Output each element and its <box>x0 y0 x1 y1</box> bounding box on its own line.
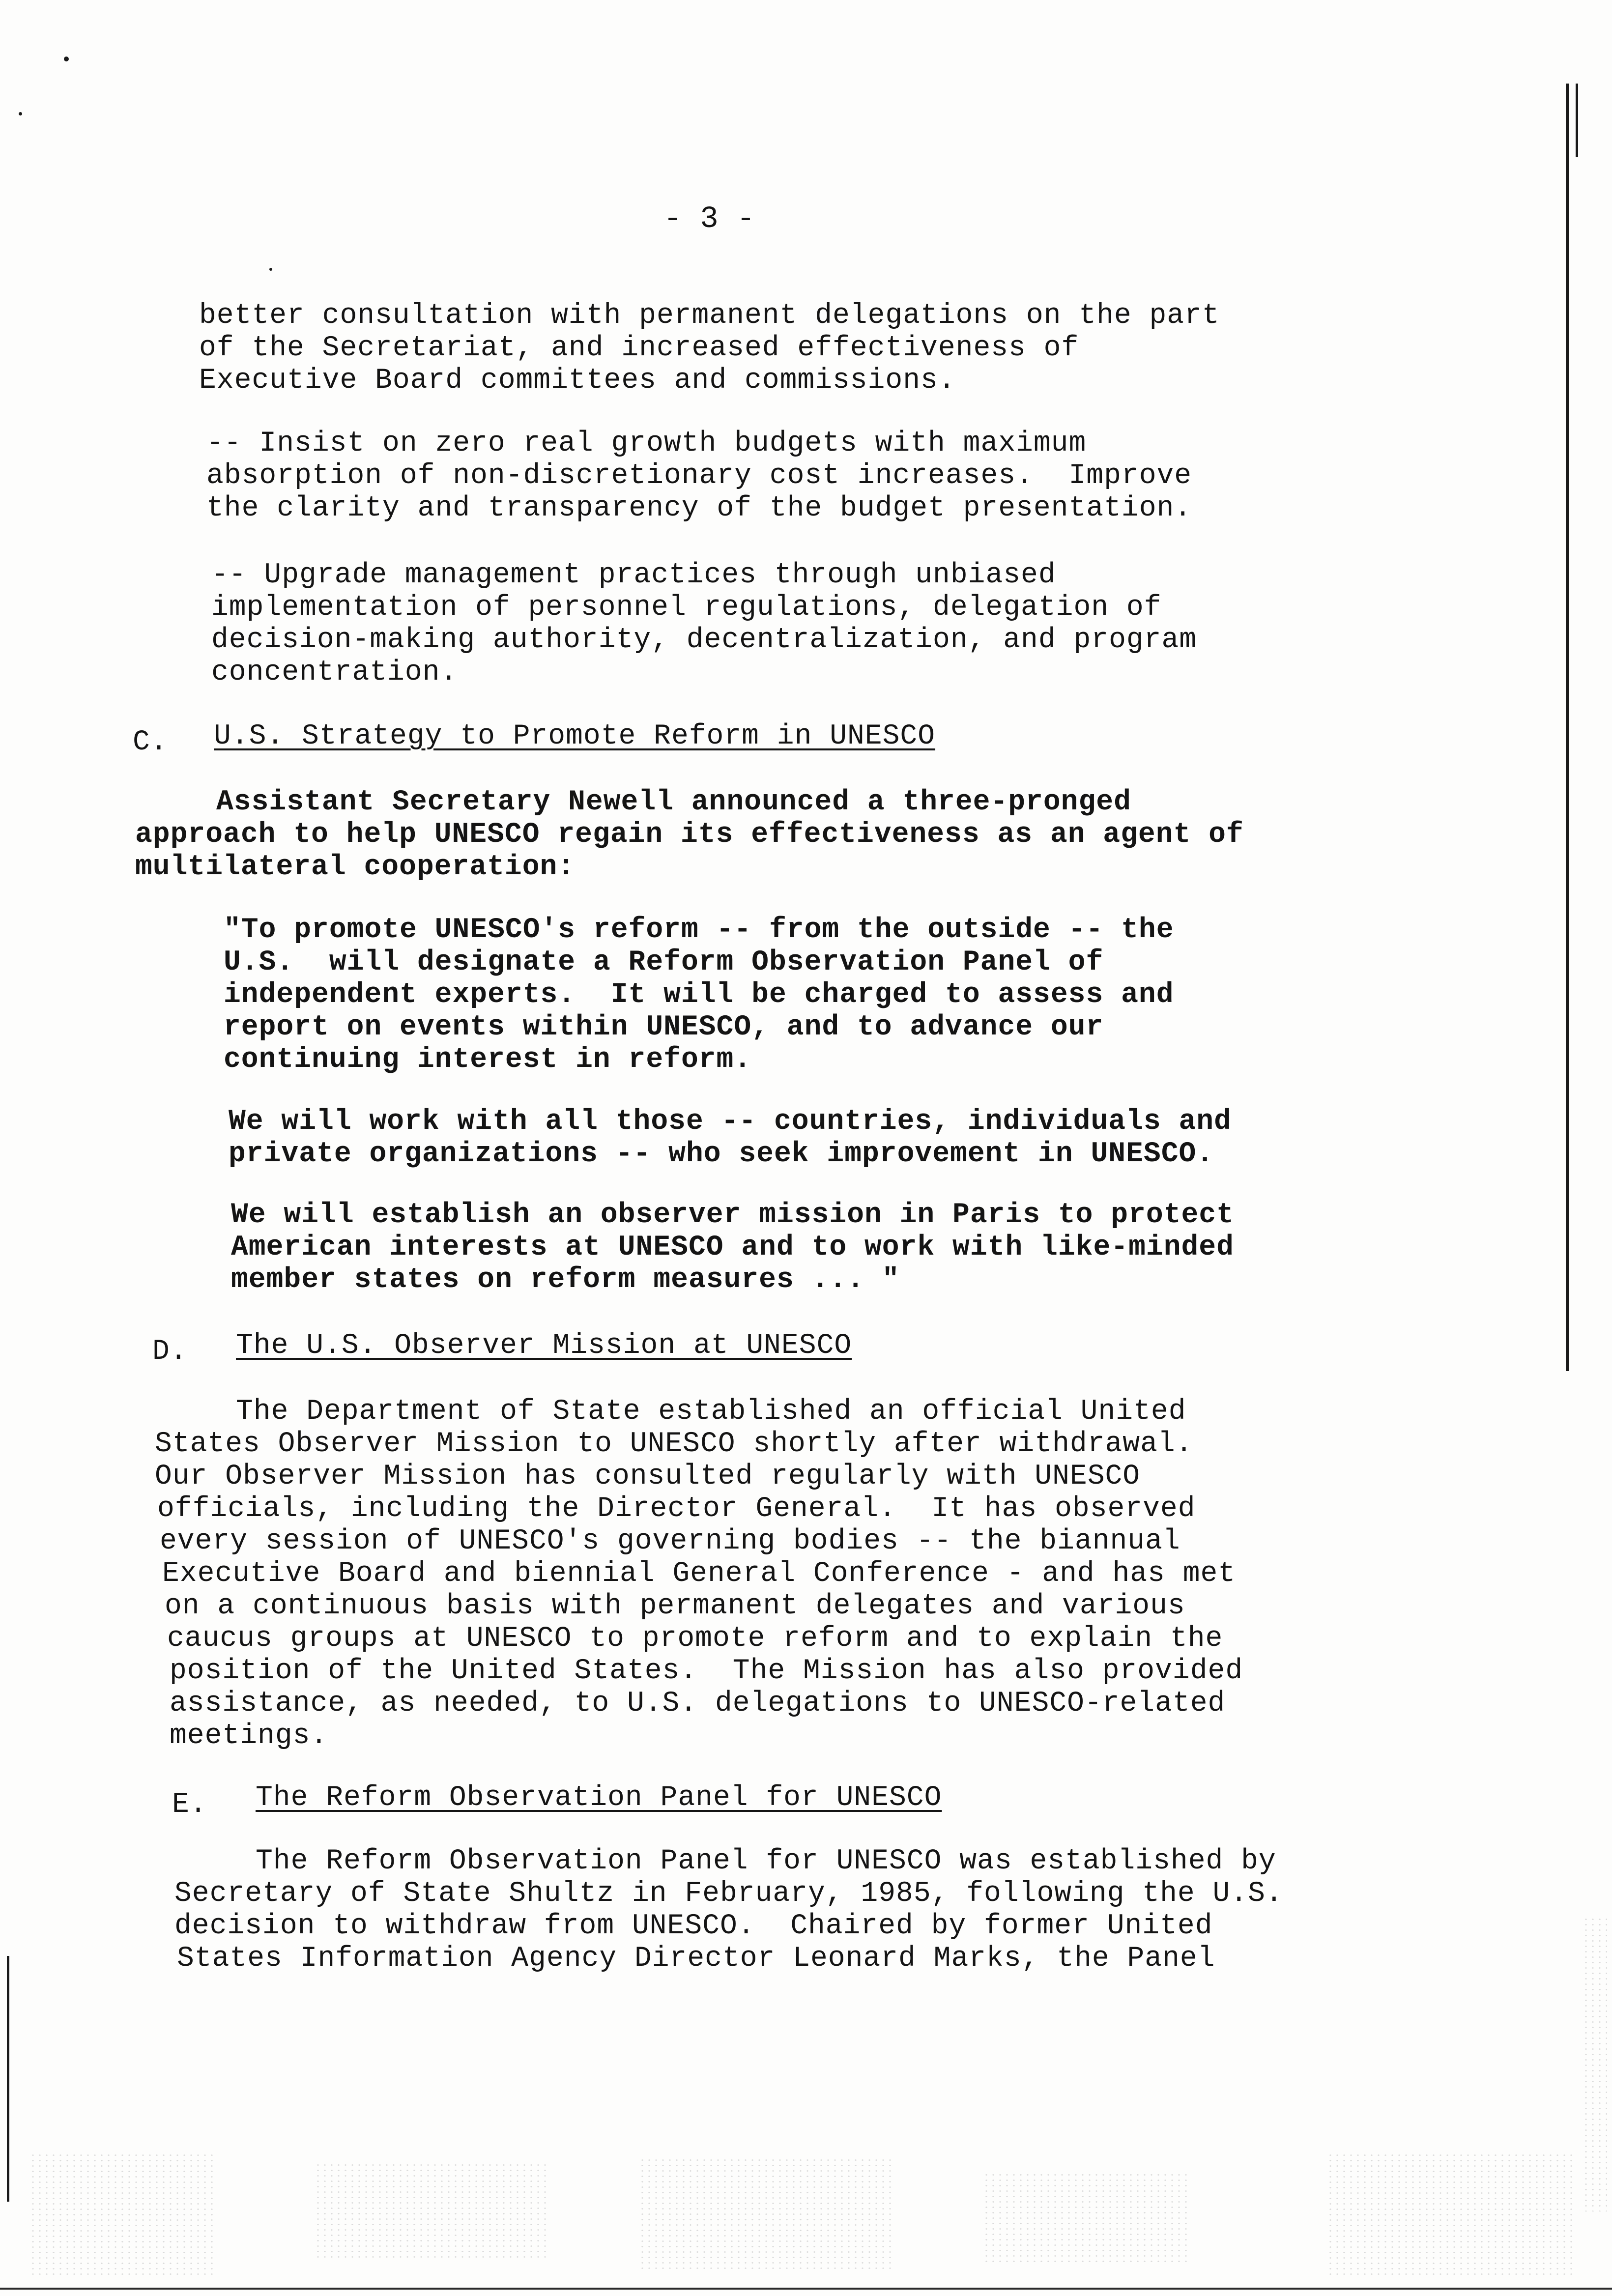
body-text-line: officials, including the Director General. It has observed <box>157 1493 1196 1525</box>
scan-noise <box>1583 1917 1607 2211</box>
body-text-line: every session of UNESCO's governing bodies -- the biannual <box>160 1525 1180 1557</box>
body-text-line: multilateral cooperation: <box>135 851 576 883</box>
body-text-line: States Information Agency Director Leonard Marks, the Panel <box>177 1943 1215 1975</box>
body-text-line: -- Upgrade management practices through unbiased <box>211 559 1056 591</box>
body-text-line: implementation of personnel regulations, delegation of <box>211 592 1162 624</box>
scan-edge-line <box>0 2288 1612 2290</box>
body-text-line: meetings. <box>170 1720 328 1752</box>
section-letter: E. <box>172 1789 207 1821</box>
quote-line: "To promote UNESCO's reform -- from the outside -- the <box>224 914 1174 946</box>
body-text-line: decision to withdraw from UNESCO. Chaired by former United <box>174 1910 1213 1942</box>
quote-line: member states on reform measures ... " <box>231 1264 900 1296</box>
section-heading: The U.S. Observer Mission at UNESCO <box>236 1330 852 1362</box>
section-letter: C. <box>133 726 168 758</box>
scan-edge-line <box>7 1956 9 2202</box>
quote-line: American interests at UNESCO and to work with like-minded <box>231 1232 1234 1263</box>
scan-noise <box>1327 2152 1573 2275</box>
body-text-line: The Department of State established an official United <box>236 1396 1186 1428</box>
section-heading: The Reform Observation Panel for UNESCO <box>256 1782 942 1814</box>
body-text-line: Assistant Secretary Newell announced a three-pronged <box>216 786 1131 818</box>
scan-edge-line <box>1566 84 1569 1371</box>
quote-line: independent experts. It will be charged to assess and <box>224 979 1174 1011</box>
body-text-line: of the Secretariat, and increased effectiveness of <box>199 332 1079 364</box>
section-heading: U.S. Strategy to Promote Reform in UNESCO <box>214 720 936 752</box>
body-text-line: Secretary of State Shultz in February, 1985, following the U.S. <box>174 1878 1283 1910</box>
body-text-line: on a continuous basis with permanent delegates and various <box>165 1590 1185 1622</box>
section-letter: D. <box>152 1336 188 1368</box>
quote-line: We will establish an observer mission in Paris to protect <box>231 1199 1234 1231</box>
body-text-line: assistance, as needed, to U.S. delegations to UNESCO-related <box>170 1688 1226 1720</box>
scan-edge-line <box>1576 84 1578 157</box>
scan-noise <box>315 2162 550 2261</box>
scan-noise <box>983 2172 1189 2266</box>
quote-line: We will work with all those -- countries, individuals and <box>229 1106 1232 1138</box>
page-number: - 3 - <box>663 201 755 236</box>
quote-line: private organizations -- who seek improvement in UNESCO. <box>229 1138 1214 1170</box>
body-text-line: caucus groups at UNESCO to promote reform and to explain the <box>167 1623 1223 1655</box>
scan-noise <box>29 2152 216 2275</box>
quote-line: continuing interest in reform. <box>224 1044 752 1076</box>
body-text-line: approach to help UNESCO regain its effectiveness as an agent of <box>135 819 1244 851</box>
quote-line: report on events within UNESCO, and to advance our <box>224 1011 1104 1043</box>
quote-line: U.S. will designate a Reform Observation Panel of <box>224 947 1104 978</box>
scan-speck <box>64 57 69 61</box>
body-text-line: absorption of non-discretionary cost increases. Improve <box>206 460 1192 492</box>
body-text-line: the clarity and transparency of the budget presentation. <box>206 492 1192 524</box>
body-text-line: position of the United States. The Mission has also provided <box>170 1655 1243 1687</box>
body-text-line: The Reform Observation Panel for UNESCO was established by <box>256 1845 1276 1877</box>
body-text-line: States Observer Mission to UNESCO shortly after withdrawal. <box>155 1428 1193 1460</box>
scan-noise <box>639 2157 894 2270</box>
body-text-line: concentration. <box>211 657 458 689</box>
body-text-line: Executive Board and biennial General Conference - and has met <box>162 1558 1236 1590</box>
body-text-line: decision-making authority, decentralization, and program <box>211 624 1197 656</box>
scan-speck <box>269 268 272 271</box>
body-text-line: Our Observer Mission has consulted regularly with UNESCO <box>155 1461 1141 1492</box>
scan-speck <box>19 112 22 115</box>
body-text-line: -- Insist on zero real growth budgets with maximum <box>206 428 1087 459</box>
body-text-line: better consultation with permanent delegations on the part <box>199 300 1220 332</box>
body-text-line: Executive Board committees and commissions. <box>199 365 956 397</box>
